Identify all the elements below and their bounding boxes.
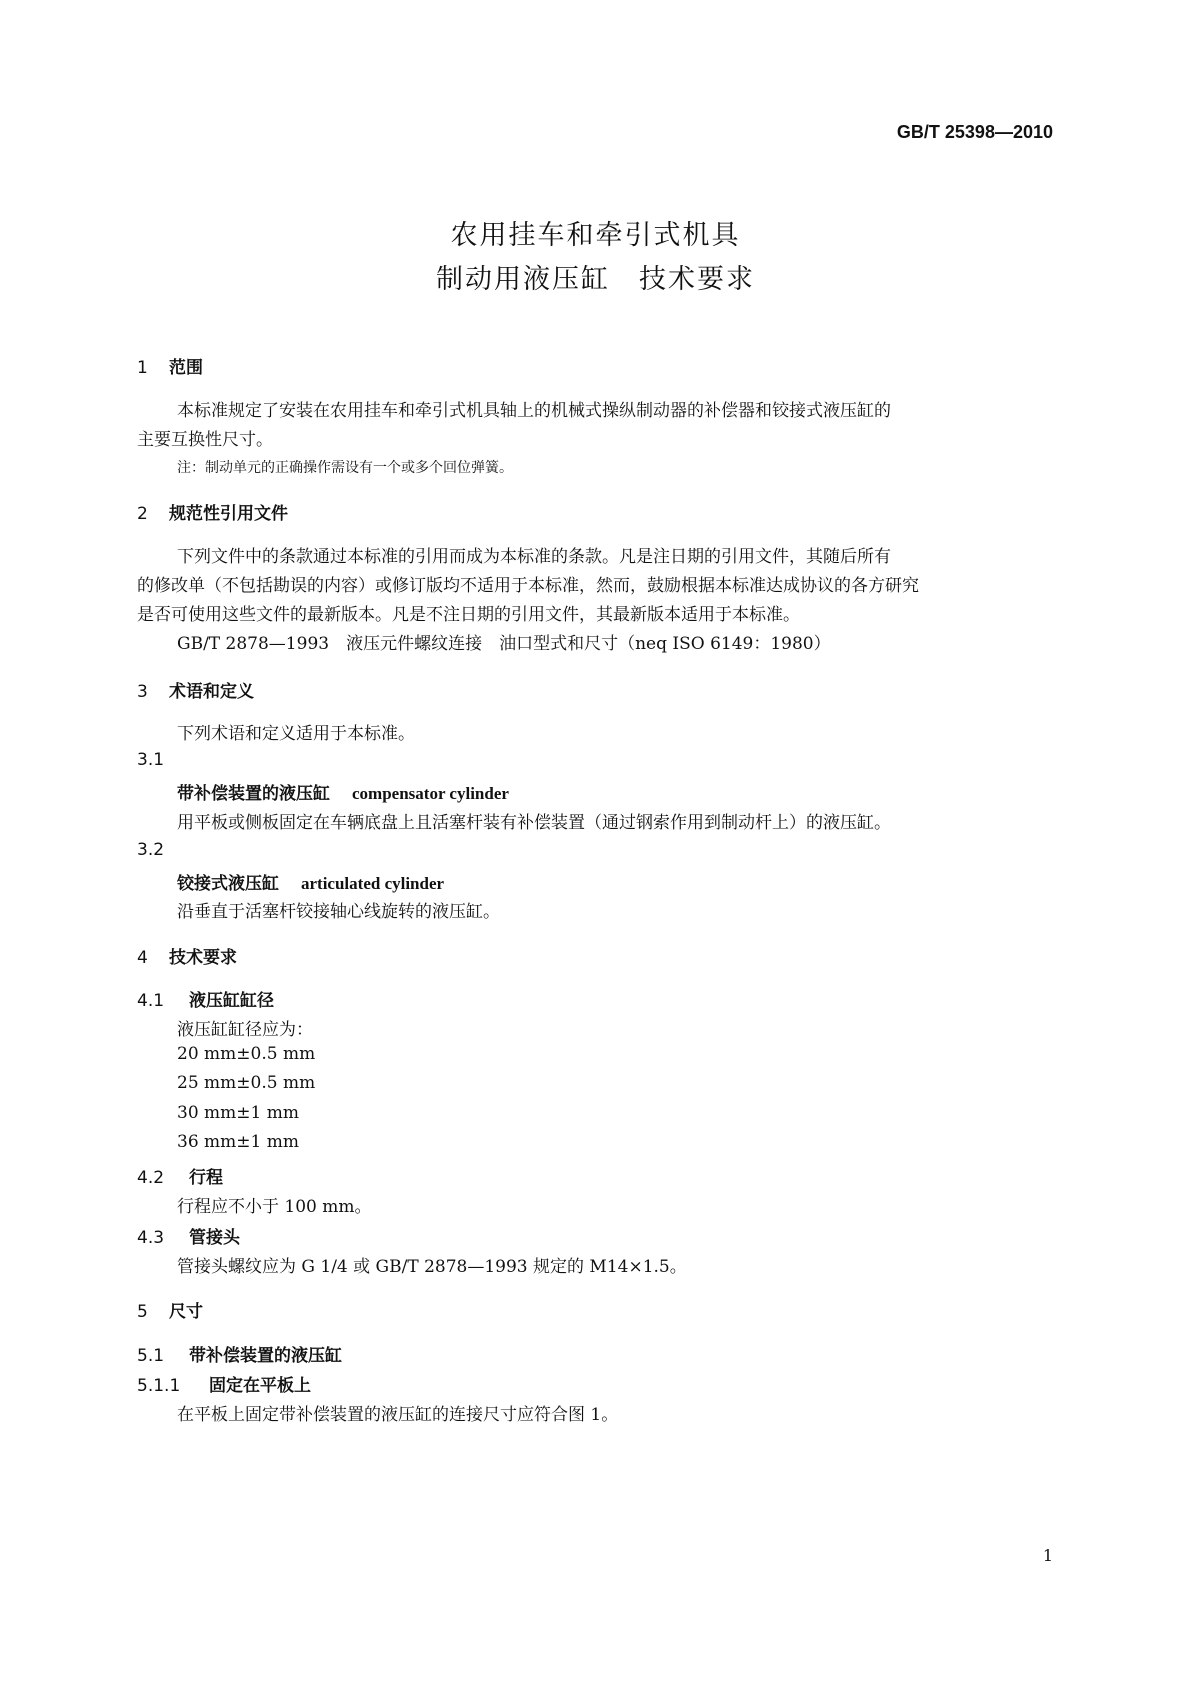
subsection-title: 带补偿装置的液压缸: [189, 1346, 342, 1366]
section-number: 5: [137, 1302, 148, 1322]
paragraph: 下列文件中的条款通过本标准的引用而成为本标准的条款。凡是注日期的引用文件，其随后所有: [177, 547, 891, 567]
term-heading: [177, 869, 444, 894]
subsection-title: 固定在平板上: [209, 1376, 311, 1396]
note: 注：制动单元的正确操作需设有一个或多个回位弹簧。: [177, 460, 513, 476]
document-title-line1: 农用挂车和牵引式机具: [450, 220, 741, 251]
standard-number: GB/T 25398—2010: [896, 122, 1053, 142]
section-number: 1: [137, 358, 148, 378]
section-title: 规范性引用文件: [169, 504, 288, 524]
paragraph: 主要互换性尺寸。: [137, 430, 273, 450]
subsection-4-3-heading: [137, 1223, 240, 1248]
section-title: 范围: [169, 358, 203, 378]
subsection-5-1-1-heading: [137, 1371, 311, 1396]
paragraph: 下列术语和定义适用于本标准。: [177, 724, 415, 744]
paragraph: 行程应不小于 100 mm。: [177, 1197, 372, 1217]
subsection-title: 管接头: [189, 1228, 240, 1248]
subsection-title: 行程: [189, 1168, 223, 1188]
subsection-number: 4.1: [137, 991, 165, 1011]
term-zh: 铰接式液压缸: [177, 874, 279, 894]
section-title: 术语和定义: [169, 682, 254, 702]
paragraph: 的修改单（不包括勘误的内容）或修订版均不适用于本标准，然而，鼓励根据本标准达成协议的各方研究: [137, 576, 919, 596]
term-number: 3.2: [137, 840, 165, 860]
paragraph: 是否可使用这些文件的最新版本。凡是不注日期的引用文件，其最新版本适用于本标准。: [137, 605, 800, 625]
paragraph: 本标准规定了安装在农用挂车和牵引式机具轴上的机械式操纵制动器的补偿器和铰接式液压缸的: [177, 401, 891, 421]
section-1-heading: [137, 353, 203, 378]
subsection-number: 5.1.1: [137, 1376, 181, 1396]
document-title-line2: 制动用液压缸 技术要求: [436, 264, 755, 295]
term-heading: [177, 779, 509, 804]
subsection-4-1-heading: [137, 986, 274, 1011]
section-number: 4: [137, 948, 148, 968]
section-title: 技术要求: [169, 948, 237, 968]
section-title: 尺寸: [169, 1302, 203, 1322]
term-en: compensator cylinder: [352, 784, 509, 803]
list-item: 36 mm±1 mm: [177, 1132, 299, 1152]
section-2-heading: [137, 499, 288, 524]
subsection-title: 液压缸缸径: [189, 991, 274, 1011]
subsection-number: 4.2: [137, 1168, 165, 1188]
paragraph: 在平板上固定带补偿装置的液压缸的连接尺寸应符合图 1。: [177, 1405, 619, 1425]
subsection-number: 4.3: [137, 1228, 165, 1248]
subsection-4-2-heading: [137, 1163, 223, 1188]
list-item: 20 mm±0.5 mm: [177, 1044, 316, 1064]
list-item: 30 mm±1 mm: [177, 1103, 299, 1123]
section-3-heading: [137, 677, 254, 702]
term-definition: 沿垂直于活塞杆铰接轴心线旋转的液压缸。: [177, 902, 500, 922]
term-number: 3.1: [137, 750, 165, 770]
paragraph: 管接头螺纹应为 G 1/4 或 GB/T 2878—1993 规定的 M14×1.5。: [177, 1257, 687, 1277]
section-5-heading: [137, 1297, 203, 1322]
list-item: 25 mm±0.5 mm: [177, 1073, 316, 1093]
subsection-5-1-heading: [137, 1341, 342, 1366]
term-definition: 用平板或侧板固定在车辆底盘上且活塞杆装有补偿装置（通过钢索作用到制动杆上）的液压缸。: [177, 813, 891, 833]
section-number: 3: [137, 682, 148, 702]
normative-reference: GB/T 2878—1993 液压元件螺纹连接 油口型式和尺寸（neq ISO 6149：1980）: [177, 634, 831, 654]
subsection-number: 5.1: [137, 1346, 165, 1366]
term-zh: 带补偿装置的液压缸: [177, 784, 330, 804]
section-number: 2: [137, 504, 148, 524]
page-number: 1: [1042, 1546, 1053, 1565]
paragraph: 液压缸缸径应为：: [177, 1020, 313, 1040]
term-en: articulated cylinder: [301, 874, 445, 893]
section-4-heading: [137, 943, 237, 968]
